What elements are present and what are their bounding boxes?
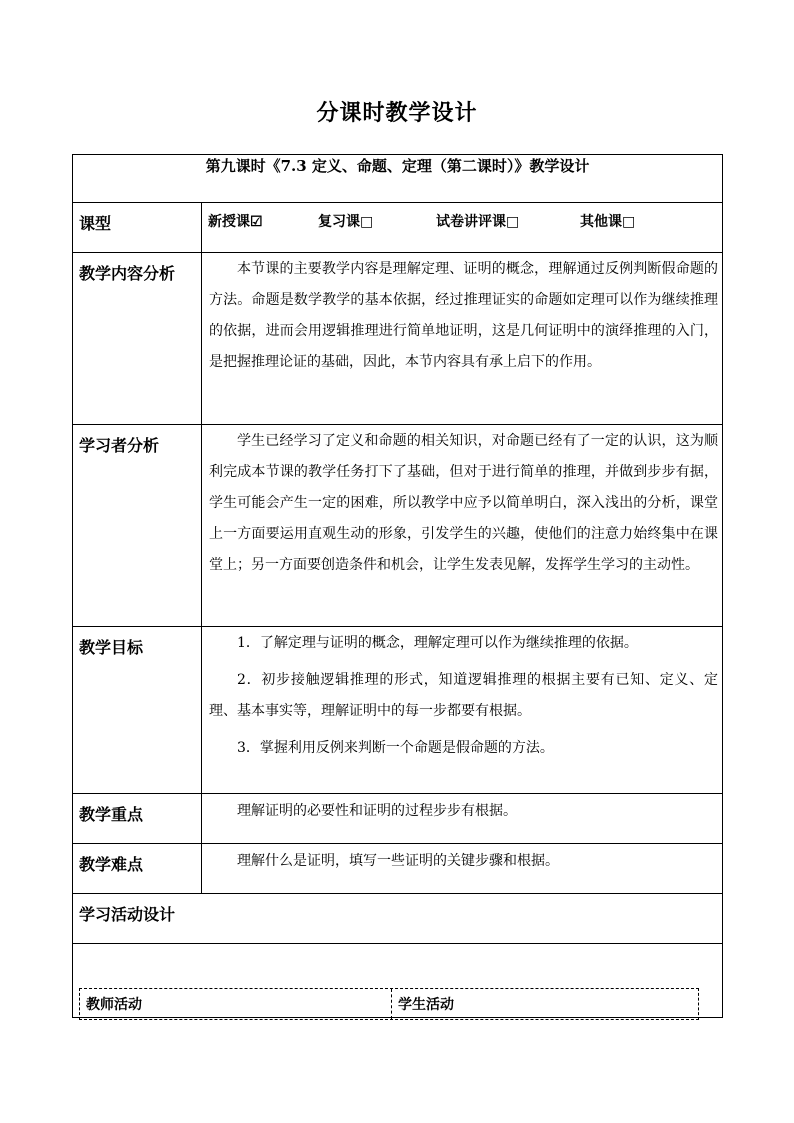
objectives-row [73, 627, 723, 794]
key-points-row [73, 794, 723, 844]
teacher-activity-header: 教师活动 [80, 989, 392, 1019]
lesson-type-other: 其他课□ [580, 214, 636, 230]
content-analysis-label: 教学内容分析 [79, 264, 176, 283]
difficulties-text: 理解什么是证明，填写一些证明的关键步骤和根据。 [237, 853, 559, 869]
lesson-type-label: 课型 [79, 214, 112, 233]
lesson-type-new: 新授课☑ [208, 214, 263, 230]
page-title: 分课时教学设计 [316, 100, 478, 126]
lesson-type-review: 复习课□ [318, 214, 374, 230]
key-points-text: 理解证明的必要性和证明的过程步步有根据。 [237, 803, 517, 819]
activity-table-row [73, 944, 723, 1018]
activity-design-label: 学习活动设计 [79, 905, 176, 924]
content-analysis-row [73, 253, 723, 425]
lesson-type-test-review: 试卷讲评课□ [436, 214, 520, 230]
activity-design-row [73, 894, 723, 944]
objective-item: 1．了解定理与证明的概念，理解定理可以作为继续推理的依据。 [237, 635, 638, 651]
objectives-label: 教学目标 [79, 638, 144, 657]
content-analysis-text: 本节课的主要教学内容是理解定理、证明的概念，理解通过反例判断假命题的方法。命题是数学教学的基本依据，经过推理证实的命题如定理可以作为继续推理的依据，进而会用逻辑推理进行简单地证明，这是几何证明中的演绎推理的入门，是把握推理论证的基础，因此，本节内容具有承上启下的作用。 [209, 261, 718, 370]
learner-analysis-label: 学习者分析 [79, 436, 160, 455]
learner-analysis-text: 学生已经学习了定义和命题的相关知识，对命题已经有了一定的认识，这为顺利完成本节课的教学任务打下了基础，但对于进行简单的推理，并做到步步有据，学生可能会产生一定的困难，所以教学中应予以简单明白，深入浅出的分析，课堂上一方面要运用直观生动的形象，引发学生的兴趣，使他们的注意力始终集中在课堂上；另一方面要创造条件和机会，让学生发表见解，发挥学生学习的主动性。 [209, 433, 718, 573]
lesson-type-options [202, 203, 722, 231]
student-activity-header: 学生活动 [398, 997, 454, 1013]
learner-analysis-row [73, 425, 723, 627]
key-points-label: 教学重点 [79, 805, 144, 824]
difficulties-row [73, 844, 723, 894]
objective-item: 3．掌握利用反例来判断一个命题是假命题的方法。 [237, 740, 554, 756]
lesson-title-row [73, 155, 723, 203]
lesson-title: 第九课时《7.3 定义、命题、定理（第二课时）》教学设计 [73, 155, 723, 203]
lesson-type-row [73, 203, 723, 253]
objectives-list [202, 627, 722, 764]
objective-item: 2．初步接触逻辑推理的形式，知道逻辑推理的根据主要有已知、定义、定理、基本事实等，理解证明中的每一步都要有根据。 [209, 672, 718, 719]
difficulties-label: 教学难点 [79, 855, 144, 874]
lesson-plan-table [72, 154, 723, 1018]
activity-columns [79, 988, 699, 1020]
